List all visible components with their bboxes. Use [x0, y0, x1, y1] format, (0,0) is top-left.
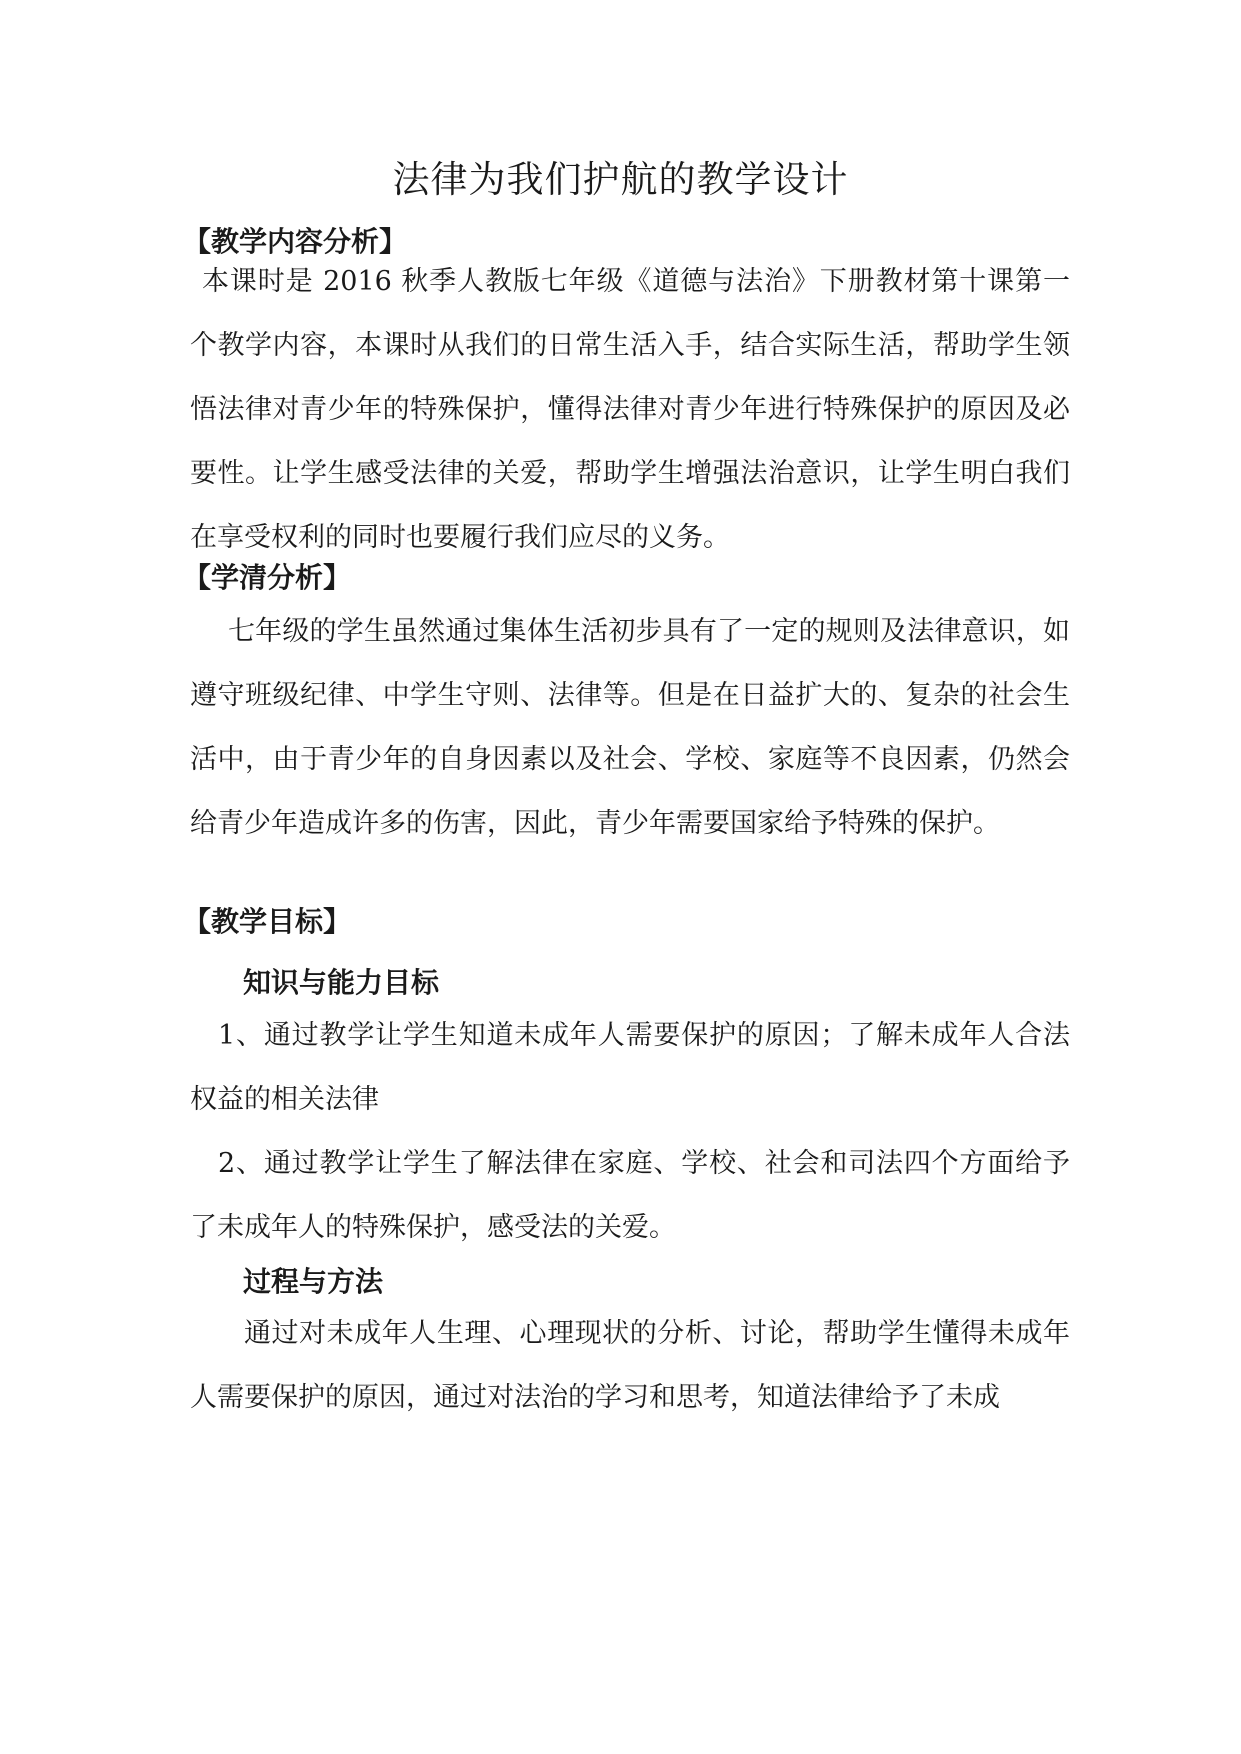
subheading-process-method: 过程与方法: [243, 1265, 384, 1298]
document-title: 法律为我们护航的教学设计: [392, 158, 849, 201]
heading-objectives: 【教学目标】: [183, 905, 352, 938]
subheading-knowledge-ability: 知识与能力目标: [243, 966, 440, 999]
objective-item-1: 1、通过教学让学生知道未成年人需要保护的原因；了解未成年人合法权益的相关法律: [190, 1020, 1070, 1115]
heading-student-analysis: 【学清分析】: [183, 561, 352, 594]
objective-item-2: 2、通过教学让学生了解法律在家庭、学校、社会和司法四个方面给予了未成年人的特殊保护，感受法的关爱。: [190, 1148, 1070, 1243]
paragraph-student-analysis: 七年级的学生虽然通过集体生活初步具有了一定的规则及法律意识，如遵守班级纪律、中学生守则、法律等。但是在日益扩大的、复杂的社会生活中，由于青少年的自身因素以及社会、学校、家庭等不良因素，仍然会给青少年造成许多的伤害，因此，青少年需要国家给予特殊的保护。: [190, 616, 1070, 839]
paragraph-process-method: 通过对未成年人生理、心理现状的分析、讨论，帮助学生懂得未成年人需要保护的原因，通过对法治的学习和思考，知道法律给予了未成: [190, 1318, 1070, 1413]
heading-content-analysis: 【教学内容分析】: [183, 225, 408, 258]
paragraph-content-analysis: 本课时是 2016 秋季人教版七年级《道德与法治》下册教材第十课第一个教学内容，本课时从我们的日常生活入手，结合实际生活，帮助学生领悟法律对青少年的特殊保护，懂得法律对青少年进行特殊保护的原因及必要性。让学生感受法律的关爱，帮助学生增强法治意识，让学生明白我们在享受权利的同时也要履行我们应尽的义务。: [190, 266, 1070, 553]
